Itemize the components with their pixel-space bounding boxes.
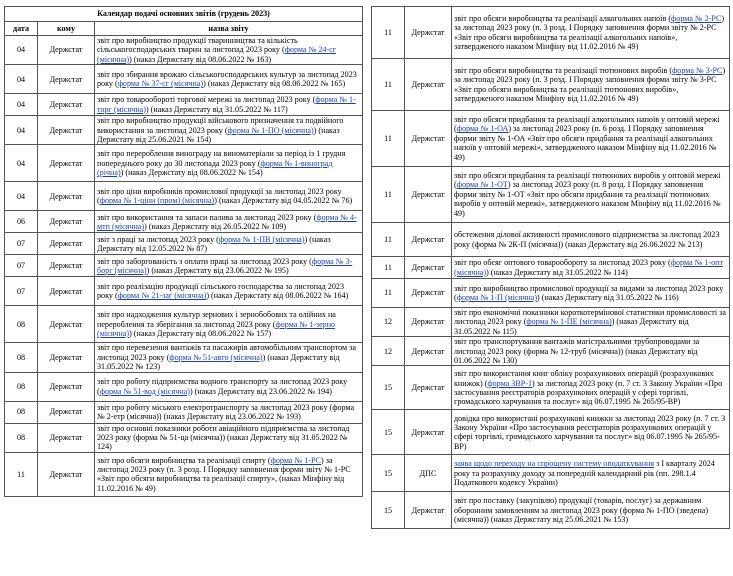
row-recipient: Держстат xyxy=(405,337,452,366)
row-date: 07 xyxy=(5,277,38,306)
report-text: ) (наказ Держстату від 08.06.2022 № 164) xyxy=(206,291,349,301)
calendar-table-right xyxy=(371,6,730,529)
calendar-title: Календар подачі основних звітів (грудень 2023) xyxy=(5,7,363,22)
form-link[interactable]: форма № 1-ПО (місячна) xyxy=(227,125,314,135)
row-date: 11 xyxy=(372,111,405,167)
row-report-name xyxy=(452,257,730,279)
row-date: 07 xyxy=(5,255,38,277)
row-recipient: Держстат xyxy=(405,279,452,308)
table-row xyxy=(5,277,363,306)
report-text: звіт про виробництво продукції тваринництва та кількість сільськогосподарських тварин за листопад 2023 року ( xyxy=(97,36,298,55)
report-text: ) (наказ Держстату від 08.06.2022 № 154) xyxy=(120,168,263,178)
table-row xyxy=(5,306,363,343)
row-date: 08 xyxy=(5,401,38,423)
row-date: 11 xyxy=(372,223,405,257)
report-text: ) за листопад 2023 року (п. 6 розд. І Порядку заповнення форми звіту № 1-ОА «Звіт про обсяги придбання та реалізації алкогольних напоїв у оптовій мережі», затвердженого наказом Мінфіну від 11.02.2016 № 49) xyxy=(454,124,717,162)
form-link[interactable]: форма № 37-сг (місячна) xyxy=(117,79,204,89)
table-row xyxy=(372,410,730,455)
header-who: кому xyxy=(38,22,95,36)
table-row xyxy=(5,343,363,372)
report-text: ) (наказ Держстату від 26.05.2022 № 109) xyxy=(144,221,287,231)
report-text: звіт про заборгованість з оплати праці за листопад 2023 року ( xyxy=(97,256,312,266)
row-report-name xyxy=(452,223,730,257)
row-recipient: Держстат xyxy=(38,211,95,233)
report-text: ) (наказ Держстату від 31.05.2022 № 115) xyxy=(454,317,689,336)
row-report-name xyxy=(95,372,363,401)
row-recipient: Держстат xyxy=(38,452,95,496)
row-date: 11 xyxy=(372,167,405,223)
row-report-name xyxy=(95,182,363,211)
row-recipient: Держстат xyxy=(38,343,95,372)
row-date: 04 xyxy=(5,182,38,211)
row-report-name xyxy=(452,366,730,410)
row-report-name xyxy=(452,492,730,529)
row-date: 15 xyxy=(372,492,405,529)
table-row xyxy=(5,116,363,145)
form-link[interactable]: форма № 1-ОТ xyxy=(456,180,508,190)
report-text: звіт про поставку (закупівлю) продукції (товарів, послуг) за державним оборонним замовленням за листопад 2023 року (форма № 1-ПО (зведена) (місячна)) (наказ Держстату від 25.06.2021 № 153) xyxy=(454,496,709,525)
calendar-table-left-body xyxy=(5,7,363,497)
row-date: 08 xyxy=(5,343,38,372)
row-recipient: Держстат xyxy=(405,257,452,279)
table-row xyxy=(5,211,363,233)
row-report-name xyxy=(452,279,730,308)
row-date: 08 xyxy=(5,306,38,343)
row-report-name xyxy=(452,455,730,492)
form-link[interactable]: форма № 1-торг (місячна) xyxy=(97,95,356,114)
table-row xyxy=(5,255,363,277)
form-link[interactable]: форма № 4-мтп (місячна) xyxy=(97,212,357,231)
table-row xyxy=(372,455,730,492)
report-text: звіт про економічні показники короткотермінової статистики промисловості за листопад 2023 року ( xyxy=(454,308,726,327)
report-text: ) (наказ Держстату від 08.06.2022 № 157) xyxy=(129,329,272,339)
row-date: 11 xyxy=(372,7,405,59)
row-recipient: Держстат xyxy=(405,167,452,223)
table-row xyxy=(372,223,730,257)
report-text: ) (наказ Держстату від 23.06.2022 № 195) xyxy=(146,265,289,275)
row-date: 15 xyxy=(372,455,405,492)
report-text: звіт про основні показники роботи авіаційного підприємства за листопад 2023 року (форма № 51-ца (місячна)) (наказ Держстату від 31.05.2022 № 124) xyxy=(97,423,350,452)
row-date: 04 xyxy=(5,116,38,145)
row-date: 15 xyxy=(372,366,405,410)
form-link[interactable]: заява щодо переходу на спрощену систему оподаткування xyxy=(454,459,655,469)
form-link[interactable]: форма № 1-ціни (пром) (місячна) xyxy=(99,196,215,206)
row-report-name xyxy=(95,343,363,372)
report-text: звіт про виробництво продукції військового призначення та подвійного використання за листопад 2023 року ( xyxy=(97,116,344,135)
row-date: 04 xyxy=(5,65,38,94)
row-report-name xyxy=(452,308,730,337)
row-recipient: Держстат xyxy=(38,401,95,423)
row-recipient: Держстат xyxy=(405,410,452,455)
row-recipient: Держстат xyxy=(405,223,452,257)
row-date: 07 xyxy=(5,233,38,255)
row-date: 11 xyxy=(372,59,405,111)
table-row xyxy=(372,366,730,410)
row-recipient: Держстат xyxy=(38,372,95,401)
row-report-name xyxy=(95,116,363,145)
report-text: звіт про ціни виробників промислової продукції за листопад 2023 року ( xyxy=(97,187,342,206)
table-row xyxy=(5,94,363,116)
report-text: ) за листопад 2023 року (п. 3 розд. І Порядку заповнення форми звіту № 1-РС «Звіт про обсяги виробництва та реалізації спирту», (наказ Мінфіну від 11.02.2016 № 49) xyxy=(97,455,351,493)
report-text: обстеження ділової активності промислового підприємства за листопад 2023 року (форма № 2К-П (місячна)) (наказ Держстату від 26.06.2022 № 213) xyxy=(454,230,720,249)
row-recipient: Держстат xyxy=(38,423,95,452)
form-link[interactable]: форма ЗВР-1 xyxy=(487,378,532,388)
table-row xyxy=(372,492,730,529)
row-date: 08 xyxy=(5,372,38,401)
row-recipient: Держстат xyxy=(38,145,95,182)
report-text: довідка про використані розрахункові книжки за листопад 2023 року (п. 7 ст. 3 Закону України «Про застосування реєстраторів розрахункових операцій у сфері торгівлі, громадського харчування та послуг» від 06.07.1995 № 265/95-ВР) xyxy=(454,413,726,451)
report-text: звіт про збирання врожаю сільськогосподарських культур за листопад 2023 року ( xyxy=(97,69,357,89)
form-link[interactable]: форма № 1-ОА xyxy=(456,124,509,134)
row-report-name xyxy=(95,94,363,116)
row-recipient: Держстат xyxy=(38,255,95,277)
form-link[interactable]: форма № 24-сг (місячна) xyxy=(97,45,337,64)
row-recipient: Держстат xyxy=(405,7,452,59)
title-row xyxy=(5,7,363,22)
row-report-name xyxy=(95,233,363,255)
row-date: 04 xyxy=(5,36,38,65)
table-row xyxy=(372,167,730,223)
row-report-name xyxy=(95,306,363,343)
report-text: звіт про виробництво промислової продукції за видами за листопад 2023 року ( xyxy=(454,283,724,302)
row-date: 04 xyxy=(5,145,38,182)
row-report-name xyxy=(95,36,363,65)
row-date: 11 xyxy=(372,257,405,279)
row-recipient: Держстат xyxy=(38,277,95,306)
report-text: звіт про обсяги придбання та реалізації алкогольних напоїв у оптовій мережі ( xyxy=(454,114,720,134)
report-text: ) за листопад 2023 року (п. 8 розд. І Порядку заповнення форми звіту № 1-ОТ «Звіт про обсяги придбання та реалізації тютюнових виробів у оптовій мережі», затвердженого наказом Мінфіну від 11.02.2016 № 49) xyxy=(454,180,721,218)
row-recipient: Держстат xyxy=(405,492,452,529)
report-text: звіт про роботу підприємства водного транспорту за листопад 2023 року ( xyxy=(97,377,348,396)
row-report-name xyxy=(95,255,363,277)
report-text: звіт про обсяги виробництва та реалізації тютюнових виробів ( xyxy=(454,65,673,75)
report-text: звіт про перероблення винограду на виноматеріали за період із 1 грудня попереднього року до 30 листопада 2023 року ( xyxy=(97,149,346,168)
report-text: ) (наказ Держстату від 31.05.2022 № 117) xyxy=(145,104,288,114)
form-link[interactable]: форма № 1-опт (місячна) xyxy=(454,258,724,277)
form-link[interactable]: форма № 51-вод (місячна) xyxy=(99,386,190,396)
report-text: звіт про обсяги виробництва та реалізації спирту ( xyxy=(97,455,271,465)
row-report-name xyxy=(95,401,363,423)
row-report-name xyxy=(452,7,730,59)
table-row xyxy=(372,7,730,59)
row-recipient: Держстат xyxy=(38,116,95,145)
form-link[interactable]: форма № 1-ПЕ (місячна) xyxy=(526,317,612,327)
form-link[interactable]: форма № 21-заг (місячна) xyxy=(117,291,207,301)
calendar-table-left xyxy=(4,6,363,497)
form-link[interactable]: форма № 51-авто (місячна) xyxy=(169,352,263,362)
report-text: ) за листопад 2023 року (п. 7 ст. 3 Закону України «Про застосування реєстраторів розрахункових операцій у сфері торгівлі, громадського харчування та послуг» від 06.07.1995 № 265/95-ВР) xyxy=(454,378,723,407)
form-link[interactable]: форма № 1-виноград (річна) xyxy=(97,158,333,178)
row-recipient: Держстат xyxy=(38,182,95,211)
report-text: з І кварталу 2024 року та розрахунку доходу за попередній календарний рік (пп. 298.1.4 Податкового кодексу України) xyxy=(454,459,715,488)
row-date: 06 xyxy=(5,211,38,233)
report-text: звіт про перевезення вантажів та пасажирів автомобільним транспортом за листопад 2023 року ( xyxy=(97,343,356,362)
row-report-name xyxy=(452,167,730,223)
report-text: звіт про роботу міського електротранспорту за листопад 2023 року (форма № 2-етр (місячна)) (наказ Держстату від 23.06.2022 № 193) xyxy=(97,402,355,422)
form-link[interactable]: форма № 2-РС xyxy=(671,13,722,23)
row-recipient: Держстат xyxy=(405,59,452,111)
row-recipient: Держстат xyxy=(405,111,452,167)
report-text: ) (наказ Держстату від 31.05.2022 № 114) xyxy=(486,267,628,277)
row-report-name xyxy=(95,277,363,306)
row-report-name xyxy=(452,59,730,111)
report-text: ) (наказ Держстату від 25.06.2021 № 154) xyxy=(97,125,340,145)
table-row xyxy=(5,65,363,94)
report-text: звіт про використання та запаси палива за листопад 2023 року ( xyxy=(97,212,317,222)
form-link[interactable]: форма № 1-ПВ (місячна) xyxy=(218,234,305,244)
table-row xyxy=(5,452,363,496)
row-report-name xyxy=(95,211,363,233)
row-date: 15 xyxy=(372,410,405,455)
header-row xyxy=(5,22,363,36)
row-report-name xyxy=(95,145,363,182)
report-text: звіт про реалізацію продукції сільського господарства за листопад 2023 року ( xyxy=(97,282,344,301)
report-text: ) (наказ Держстату від 31.05.2022 № 123) xyxy=(97,352,340,372)
row-date: 11 xyxy=(5,452,38,496)
table-row xyxy=(5,401,363,423)
report-text: ) (наказ Держстату від 04.05.2022 № 76) xyxy=(214,196,353,206)
calendar-table-right-body xyxy=(372,7,730,529)
row-recipient: Держстат xyxy=(38,94,95,116)
report-text: звіт про товарообороті торгової мережі за листопад 2023 року ( xyxy=(97,95,316,105)
report-text: ) за листопад 2023 року (п. 3 розд. І Порядку заповнення форми звіту № 2-РС «Звіт про обсяги виробництва та реалізації алкогольних напоїв», затвердженого наказом Мінфіну від 11.02.2016 № 49) xyxy=(454,13,725,51)
table-row xyxy=(5,36,363,65)
table-row xyxy=(372,59,730,111)
form-link[interactable]: форма № 3-РС xyxy=(672,65,723,75)
row-recipient: Держстат xyxy=(38,233,95,255)
report-text: звіт з праці за листопад 2023 року ( xyxy=(97,234,219,244)
table-row xyxy=(5,182,363,211)
row-date: 12 xyxy=(372,337,405,366)
report-text: звіт про обсяг оптового товарообороту за листопад 2023 року ( xyxy=(454,258,671,268)
report-text: ) (наказ Держстату від 12.05.2022 № 87) xyxy=(97,234,331,253)
row-date: 08 xyxy=(5,423,38,452)
row-report-name xyxy=(452,111,730,167)
table-row xyxy=(5,423,363,452)
table-row xyxy=(5,372,363,401)
row-recipient: Держстат xyxy=(38,65,95,94)
row-report-name xyxy=(452,337,730,366)
table-row xyxy=(372,111,730,167)
row-report-name xyxy=(95,423,363,452)
header-date: дата xyxy=(5,22,38,36)
row-date: 12 xyxy=(372,308,405,337)
row-recipient: Держстат xyxy=(38,36,95,65)
form-link[interactable]: форма № 1-П (місячна) xyxy=(456,293,538,302)
row-recipient: ДПС xyxy=(405,455,452,492)
row-report-name xyxy=(95,452,363,496)
row-recipient: Держстат xyxy=(405,308,452,337)
report-text: звіт про використання книг обліку розрахункових операцій (розрахункових книжок) ( xyxy=(454,369,714,388)
table-row xyxy=(5,145,363,182)
row-date: 04 xyxy=(5,94,38,116)
report-text: ) за листопад 2023 року (п. 3 розд. І Порядку заповнення форми звіту № 3-РС «Звіт про обсяги виробництва та реалізації тютюнових виробів», затвердженого наказом Мінфіну від 11.02.2016 № 49) xyxy=(454,65,726,103)
row-report-name xyxy=(95,65,363,94)
report-text: ) (наказ Держстату від 31.05.2022 № 116) xyxy=(537,293,679,302)
report-text: звіт про надходження культур зернових і зернобобових та олійних на перероблення та зберігання за листопад 2023 року ( xyxy=(97,310,336,329)
table-row xyxy=(5,233,363,255)
table-row xyxy=(372,279,730,308)
report-text: звіт про обсяги виробництва та реалізації алкогольних напоїв ( xyxy=(454,13,672,23)
form-link[interactable]: форма № 3-борг (місячна) xyxy=(97,256,353,275)
table-row xyxy=(372,308,730,337)
report-text: звіт про транспортування вантажів магістральними трубопроводами за листопад 2023 року (форма № 12-труб (місячна)) (наказ Держстату від 01.06.2022 № 130) xyxy=(454,337,700,366)
row-report-name xyxy=(452,410,730,455)
report-text: ) (наказ Держстату від 08.06.2022 № 165) xyxy=(203,79,346,89)
row-recipient: Держстат xyxy=(38,306,95,343)
header-name: назва звіту xyxy=(95,22,363,36)
report-text: звіт про обсяги придбання та реалізації тютюнових виробів у оптовій мережі ( xyxy=(454,170,721,190)
report-text: ) (наказ Держстату від 23.06.2022 № 194) xyxy=(189,386,332,396)
table-row xyxy=(372,257,730,279)
form-link[interactable]: форма № 1-РС xyxy=(270,455,322,465)
report-text: ) (наказ Держстату від 08.06.2022 № 163) xyxy=(129,54,272,64)
row-date: 11 xyxy=(372,279,405,308)
row-recipient: Держстат xyxy=(405,366,452,410)
form-link[interactable]: форма № 1-зерно (місячна) xyxy=(97,319,336,339)
table-row xyxy=(372,337,730,366)
